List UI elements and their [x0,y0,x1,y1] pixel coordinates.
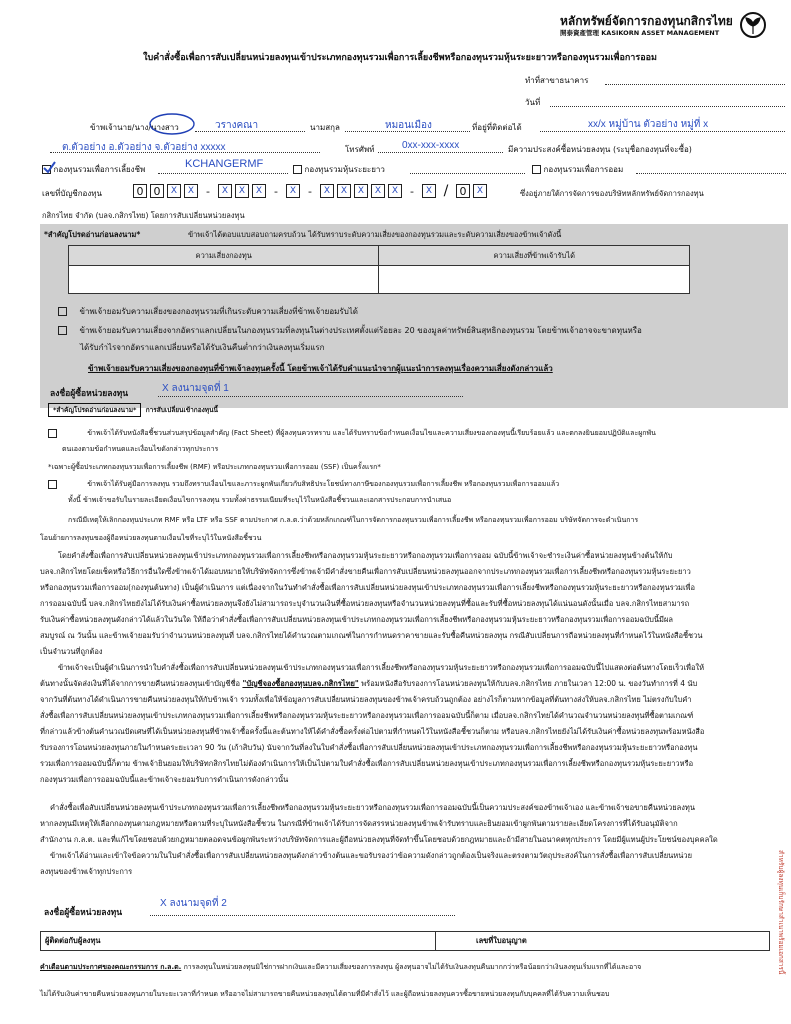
factsheet-checkbox[interactable] [48,429,57,438]
fund-ltf-checkbox[interactable] [293,165,302,174]
first-time-note: *เฉพาะผู้ซื้อประเภทกองทุนรวมเพื่อการเลี้ยงชีพ (RMF) หรือประเภทกองทุนรวมเพื่อการออม (SSF) เป็นครั้งแรก* [48,463,381,471]
fund-rmf-checkbox[interactable] [42,165,51,174]
fund-risk-header: ความเสี่ยงกองทุน [69,246,379,266]
account-number-boxes[interactable] [133,183,487,199]
address-line-2[interactable]: ต.ตัวอย่าง อ.ตัวอย่าง จ.ตัวอย่าง xxxxx [62,142,226,153]
kasikorn-account-name: "บัญชีจองซื้อกองทุนบลจ.กสิกรไทย" [242,679,359,688]
purpose-label: มีความประสงค์ซื้อหน่วยลงทุน (ระบุชื่อกองทุนที่จะซื้อ) [508,145,692,154]
paragraph-segment: พร้อมหนังสือรับรองการโอนหน่วยลงทุนให้กับบลจ.กสิกรไทย ภายในเวลา 12:00 น. ของวันทำการที่ 4 นับ [361,679,698,688]
address-label: ที่อยู่ที่ติดต่อได้ [472,123,522,132]
account-digit: X [371,184,385,198]
phone-value[interactable]: 0xx-xxx-xxxx [402,140,460,151]
risk-signature-label: ลงชื่อผู้ซื้อหน่วยลงทุน [50,389,129,399]
account-digit: X [235,184,249,198]
account-digit: X [167,184,181,198]
switch-tag: *สำคัญโปรดอ่านก่อนลงนาม* [48,403,141,417]
paragraph-line: เป็นจำนวนที่ถูกต้อง [40,647,103,656]
paragraph-line: ที่กล่าวแล้วข้างต้นคำนวณปัดเศษที่ได้เป็นหน่วยลงทุนที่ข้าพเจ้าซื้อครั้งนี้และต้นทางให้ได้คำสั่งซื้อครั้งต่อไปตามที่กำหนดไว้ในหนังสือชี้ชวนก็ตาม หรือบลจ.กสิกรไทยยังไม่ได้รับเงินค่าซื้อหน่วยลงทุนพร้อมหนังสือ [40,727,705,736]
paragraph-1 [40,548,790,660]
switch-signature-value[interactable]: X ลงนามจุดที่ 2 [160,898,227,909]
paragraph-line: ข้าพเจ้าได้อ่านและเข้าใจข้อความในใบคำสั่งซื้อเพื่อการสับเปลี่ยนหน่วยลงทุนดังกล่าวข้างต้นและขอรับรองว่าข้อความดังกล่าวถูกต้องเป็นจริงและตรงตามวัตถุประสงค์ในการสั่งซื้อเพื่อการสับเปลี่ยนหน่วย [50,851,692,860]
branch-field[interactable] [605,84,785,85]
account-digit: 0 [133,184,147,198]
date-label: วันที่ [525,98,541,107]
paragraph-line: โดยคำสั่งซื้อเพื่อการสับเปลี่ยนหน่วยลงทุนเข้าประเภทกองทุนรวมเพื่อการเลี้ยงชีพหรือกองทุนรวมหุ้นระยะยาวหรือกองทุนรวมเพื่อการออม ฉบับนี้ข้าพเจ้าจะชำระเงินค่าซื้อหน่วยลงทุนข้างต้นให้กับ [58,551,673,560]
account-digit: X [252,184,266,198]
paragraph-line [40,676,790,692]
warning-text-2: ไม่ได้รับเงินค่าขายคืนหน่วยลงทุนภายในระยะเวลาที่กำหนด หรืออาจไม่สามารถขายคืนหน่วยลงทุนได้ตามที่มีคำสั่งไว้ และผู้ถือหน่วยลงทุนควรซื้อขายหน่วยลงทุนกับบุคคลที่ได้รับความเห็นชอบ [40,990,610,998]
investor-risk-header: ความเสี่ยงที่ข้าพเจ้ารับได้ [379,246,690,266]
surname-value[interactable]: หมอนเมือง [385,120,432,131]
phone-label: โทรศัพท์ [345,145,375,154]
manual-checkbox[interactable] [48,480,57,489]
fund-risk-cell[interactable] [69,266,379,294]
paragraph-2 [40,660,790,788]
account-digit: 0 [150,184,164,198]
account-dash: - [410,184,414,198]
kasikorn-logo-icon [740,12,766,38]
risk-header-left: *สำคัญโปรดอ่านก่อนลงนาม* [44,230,141,239]
account-digit: X [422,184,436,198]
accept-risk-text: ข้าพเจ้ายอมรับความเสี่ยงของกองทุนรวมที่เกินระดับความเสี่ยงที่ข้าพเจ้ายอมรับได้ [79,307,358,316]
manual-text-2: ทั้งนี้ ข้าพเจ้าขอรับในรายละเอียดเงื่อนไขการลงทุน รวมทั้งค่าธรรมเนียมที่ระบุไว้ในหนังสือชี้ชวนและเอกสารประกอบการนำเสนอ [68,496,452,504]
paragraph-line: สำนักงาน ก.ล.ต. และที่แก้ไขโดยชอบด้วยกฎหมายตลอดจนข้อผูกพันระหว่างบริษัทจัดการและผู้ถือหน่วยลงทุนที่จัดทำขึ้นโดยชอบด้วยกฎหมายและถ้ามีสายในอนาคตทุกประการ โดยมีผู้แทนผู้ประโยชน์ของบุคคลใด [40,835,718,844]
manual-text-3: กรณีมีเหตุให้เลิกกองทุนประเภท RMF หรือ LTF หรือ SSF ตามประกาศ ก.ล.ต.ว่าด้วยหลักเกณฑ์ในการจัดการกองทุนรวมเพื่อการเลี้ยงชีพ หรือกองทุนรวมเพื่อการออม บริษัทจัดการจะดำเนินการ [68,516,639,524]
manual-text-4: โอนย้ายการลงทุนของผู้ถือหน่วยลงทุนตามเงื่อนไขที่ระบุไว้ในหนังสือชี้ชวน [40,534,262,542]
branch-label: ทำที่สาขาธนาคาร [525,76,589,85]
receiver-label: ผู้ติดต่อกับผู้ลงทุน [41,932,436,951]
account-digit: X [320,184,334,198]
paragraph-line: หรือกองทุนรวมเพื่อการออม(กองทุนต้นทาง) เป็นผู้ดำเนินการ แต่เนื่องจากในวันทำคำสั่งซื้อเพื่อการสับเปลี่ยนหน่วยลงทุนเข้าประเภทกองทุนรวมเพื่อการเลี้ยงชีพหรือกองทุนรวมหุ้นระยะยาวหรือกองทุนรวมเพื่อ [40,583,695,592]
address-line-1[interactable]: xx/x หมู่บ้าน ตัวอย่าง หมู่ที่ x [588,119,709,130]
date-field[interactable] [550,106,785,107]
paragraph-segment: ต้นทางนั้นจัดส่งเงินที่ได้จากการขายคืนหน่วยลงทุนเข้าบัญชีชื่อ [40,679,241,688]
fund-rmf-value[interactable]: KCHANGERMF [185,158,264,170]
warning-text: การลงทุนในหน่วยลงทุนมิใช่การฝากเงินและมีความเสี่ยงของการลงทุน ผู้ลงทุนอาจไม่ได้รับเงินลงทุนคืนมากกว่าหรือน้อยกว่าเงินลงทุนเริ่มแรกที่ได้และอาจ [181,963,642,971]
investor-risk-cell[interactable] [379,266,690,294]
fund-ltf-label: กองทุนรวมหุ้นระยะยาว [304,165,385,174]
managed-text-2: กสิกรไทย จำกัด (บลจ.กสิกรไทย) โดยการสับเปลี่ยนหน่วยลงทุน [42,211,245,220]
surname-label: นามสกุล [310,123,340,132]
warning-title: คำเตือนตามประกาศของคณะกรรมการ ก.ล.ต. [40,963,182,971]
paragraph-line: ข้าพเจ้าจะเป็นผู้ดำเนินการนำใบคำสั่งซื้อเพื่อการสับเปลี่ยนหน่วยลงทุนเข้าประเภทกองทุนรวมเพื่อการเลี้ยงชีพหรือกองทุนรวมหุ้นระยะยาวหรือกองทุนรวมเพื่อการออมฉบับนี้ไปแสดงต่อต้นทางโดยเร็วเพื่อให้ [58,663,705,672]
fx-risk-checkbox[interactable] [58,326,67,335]
account-slash: / [443,183,449,199]
account-digit: X [388,184,402,198]
name-prefix-label: ข้าพเจ้านาย/นาง/นางสาว [90,123,179,132]
account-label: เลขที่บัญชีกองทุน [42,189,102,198]
check-icon [42,161,56,175]
risk-table [68,245,690,294]
paragraph-line: การออมฉบับนี้ บลจ.กสิกรไทยยังไม่ได้รับเงินค่าซื้อหน่วยลงทุนจึงยังไม่สามารถระบุจำนวนเงินที่ซื้อหน่วยลงทุนหรือจำนวนหน่วยลงทุนที่ซื้อและรับที่ซื้อหน่วยลงทุนได้แน่นอนดังนั้นเมื่อ บลจ.กสิกรไทยสามารถ [40,599,690,608]
paragraph-line: บลจ.กสิกรไทยโดยเช็คหรือวิธีการอื่นใดซึ่งข้าพเจ้าได้มอบหมายให้บริษัทจัดการซึ่งข้าพเจ้ามีคำสั่งขายคืนเพื่อการสับเปลี่ยนหน่วยลงทุนออกจากประเภทกองทุนรวมเพื่อการเลี้ยงชีพหรือกองทุนรวมหุ้นระยะยาว [40,567,691,576]
account-digit: X [337,184,351,198]
fx-risk-text-2: ได้รับกำไรจากอัตราแลกเปลี่ยนหรือได้รับเงินคืนต่ำกว่าเงินลงทุนเริ่มแรก [80,343,325,352]
switch-tag-title: การสับเปลี่ยนเข้ากองทุนนี้ [145,406,218,414]
paragraph-line: ลงทุนของข้าพเจ้าทุกประการ [40,867,133,876]
paragraph-line: หากลงทุนมีเหตุให้เลือกกองทุนตามกฎหมายหรือตามที่ระบุในหนังสือชี้ชวน ในกรณีที่ข้าพเจ้าได้รับการจัดสรรหน่วยลงทุนข้าพเจ้ารับทราบและยินยอมเข้าผูกพันตามรายละเอียดโครงการที่ได้รับอนุมัติจาก [40,819,678,828]
switch-signature-label: ลงชื่อผู้ซื้อหน่วยลงทุน [44,908,123,918]
managed-text: ซึ่งอยู่ภายใต้การจัดการของบริษัทหลักทรัพย์จัดการกองทุน [520,189,704,198]
manual-text: ข้าพเจ้าได้รับคู่มือการลงทุน รวมถึงทราบเงื่อนไขและภาระผูกพันเกี่ยวกับสิทธิประโยชน์ทางภาษีของกองทุนรวมเพื่อการเลี้ยงชีพ หรือกองทุนรวมเพื่อการออมแล้ว [87,480,560,488]
account-digit: X [218,184,232,198]
paragraph-line: รับเงินค่าซื้อหน่วยลงทุนดังกล่าวได้แล้วในวันใด ให้ถือว่าคำสั่งซื้อเพื่อการสับเปลี่ยนหน่วยลงทุนเข้าประเภทกองทุนรวมเพื่อการเลี้ยงชีพหรือกองทุนรวมหุ้นระยะยาวหรือกองทุนรวมเพื่อการออมฉบับนี้มีผล [40,615,673,624]
account-dash: - [206,184,210,198]
paragraph-line: จากวันที่ต้นทางได้ดำเนินการขายคืนหน่วยลงทุนให้กับข้าพเจ้า รวมทั้งเพื่อให้ข้อมูลการสับเปลี่ยนหน่วยลงทุนของข้าพเจ้าครบถ้วนถูกต้อง อย่างไรก็ตามหากข้อมูลที่ต้นทางส่งให้บลจ.กสิกรไทย ไม่ตรงกับใบคำ [40,695,692,704]
fund-ssf-label: กองทุนรวมเพื่อการออม [543,165,624,174]
factsheet-text-2: ตนเองตามข้อกำหนดและเงื่อนไขดังกล่าวทุกประการ [62,445,219,453]
paragraph-line: รวมเพื่อการออมฉบับนี้ก็ตาม ข้าพเจ้ายินยอมให้บริษัทกสิกรไทยไม่ต้องดำเนินการให้เป็นไปตามใบคำสั่งซื้อเพื่อการสับเปลี่ยนหน่วยลงทุนเข้าประเภทกองทุนรวมเพื่อการเลี้ยงชีพหรือกองทุนรวมหุ้นระยะยาวหรือ [40,759,694,768]
account-digit: X [184,184,198,198]
paragraph-line: สั่งซื้อเพื่อการสับเปลี่ยนหน่วยลงทุนเข้าประเภทกองทุนรวมเพื่อการเลี้ยงชีพหรือกองทุนรวมหุ้นระยะยาวหรือกองทุนรวมเพื่อการออมฉบับนี้ก็ตาม เมื่อบลจ.กสิกรไทยได้คำนวณจำนวนหน่วยลงทุนที่ซื้อตามเกณฑ์ [40,711,694,720]
fx-risk-text: ข้าพเจ้ายอมรับความเสี่ยงจากอัตราแลกเปลี่ยนในกองทุนรวมที่ลงทุนในต่างประเทศตั้งแต่ร้อยละ 20 ของมูลค่าทรัพย์สินสุทธิกองทุนรวม โดยข้าพเจ้าอาจจะขาดทุนหรือ [79,326,642,335]
company-name-en: 開泰資產管理 KASIKORN ASSET MANAGEMENT [560,29,720,37]
paragraph-line: กองทุนรวมเพื่อการออมฉบับนี้และข้าพเจ้าจะยอมรับการดำเนินการดังกล่าวนั้น [40,775,289,784]
risk-bold-statement: ข้าพเจ้ายอมรับความเสี่ยงของกองทุนที่ข้าพเจ้าลงทุนครั้งนี้ โดยข้าพเจ้าได้รับคำแนะนำจากผู้แนะนำการลงทุนเรื่องความเสี่ยงดังกล่าวแล้ว [88,364,553,373]
account-digit: X [473,184,487,198]
account-dash: - [274,184,278,198]
license-label: เลขที่ใบอนุญาต [436,932,770,951]
factsheet-text: ข้าพเจ้าได้รับหนังสือชี้ชวนส่วนสรุปข้อมูลสำคัญ (Fact Sheet) ที่ผู้ลงทุนควรทราบ และได้รับทราบข้อกำหนดเงื่อนไขและความเสี่ยงของกองทุนนี้เรียบร้อยแล้ว และตกลงยินยอมปฏิบัติและผูกพัน [87,429,656,437]
account-digit: 0 [456,184,470,198]
paragraph-line: คำสั่งซื้อเพื่อสับเปลี่ยนหน่วยลงทุนเข้าประเภทกองทุนรวมเพื่อการเลี้ยงชีพหรือกองทุนรวมหุ้นระยะยาวหรือกองทุนรวมเพื่อการออมฉบับนี้เป็นความประสงค์ของข้าพเจ้าเอง และข้าพเจ้าขอขายคืนหน่วยลงทุน [50,803,695,812]
paragraph-line: รับรองการโอนหน่วยลงทุนภายในกำหนดระยะเวลา 90 วัน (เก้าสิบวัน) นับจากวันที่ลงในใบคำสั่งซื้อเพื่อการสับเปลี่ยนหน่วยลงทุนเข้าประเภทกองทุนรวมเพื่อการเลี้ยงชีพหรือกองทุนรวมหุ้นระยะยาวหรือกองทุน [40,743,698,752]
contact-table [40,931,770,951]
fund-ssf-checkbox[interactable] [532,165,541,174]
paragraph-line: สมบูรณ์ ณ วันนั้น และข้าพเจ้ายอมรับว่าจำนวนหน่วยลงทุนที่ บลจ.กสิกรไทยได้คำนวณตามเกณฑ์ในการกำหนดราคาขายและรับซื้อคืนหน่วยลงทุน กรณีสับเปลี่ยนการถือหน่วยลงทุนที่กำหนดไว้ในหนังสือชี้ชวน [40,631,703,640]
company-name-thai: หลักทรัพย์จัดการกองทุนกสิกรไทย [560,14,733,28]
page-title: ใบคำสั่งซื้อเพื่อการสับเปลี่ยนหน่วยลงทุนเข้าประเภทกองทุนรวมเพื่อการเลี้ยงชีพหรือกองทุนรวมหุ้นระยะยาวหรือกองทุนรวมเพื่อการออม [143,53,657,63]
risk-header-right: ข้าพเจ้าได้ตอบแบบสอบถามครบถ้วน ได้รับทราบระดับความเสี่ยงของกองทุนรวมและระดับความเสี่ยงของข้าพเจ้าดังนี้ [188,230,562,239]
circle-mark [148,112,196,136]
paragraph-3 [40,800,770,880]
account-digit: X [286,184,300,198]
account-dash: - [308,184,312,198]
side-note: สำหรับผู้ลงทุนเก็บรักษาสำเนาพร้อมเอกสารนี้ [777,850,785,975]
first-name-value[interactable]: วรางคณา [215,120,259,131]
fund-rmf-label: กองทุนรวมเพื่อการเลี้ยงชีพ [53,165,146,174]
account-digit: X [354,184,368,198]
risk-signature-value[interactable]: X ลงนามจุดที่ 1 [162,383,229,394]
accept-risk-checkbox[interactable] [58,307,67,316]
